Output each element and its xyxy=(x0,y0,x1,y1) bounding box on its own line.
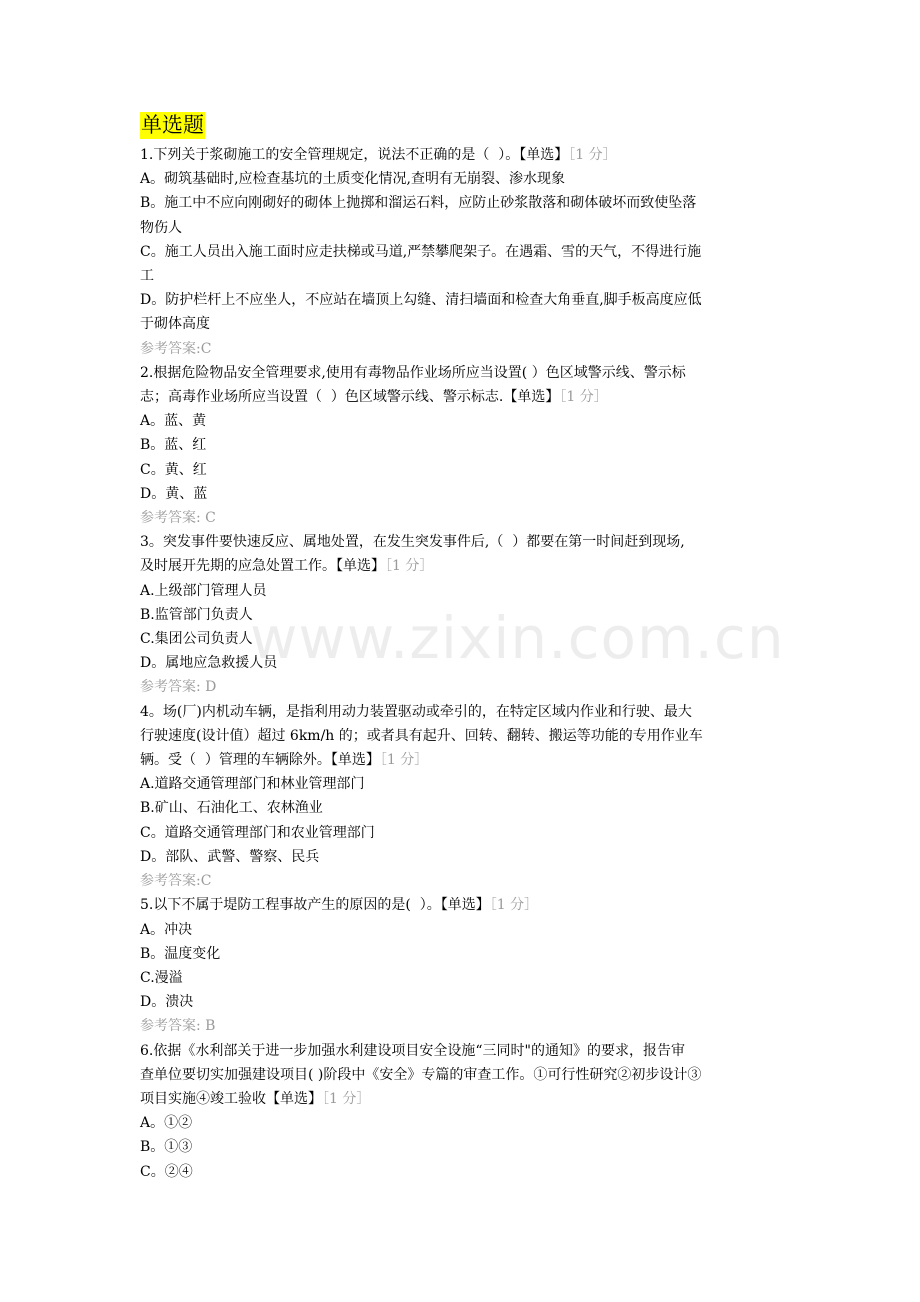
question-stem xyxy=(140,1063,785,1087)
answer-option: C.漫溢 xyxy=(140,969,183,986)
stem-text: 2.根据危险物品安全管理要求,使用有毒物品作业场所应当设置( ）色区域警示线、警示标 xyxy=(140,364,686,381)
answer-option: D。溃决 xyxy=(140,994,194,1011)
document-page xyxy=(140,112,785,1184)
question-score: ［1 分］ xyxy=(379,752,429,769)
answer-option: A.道路交通管理部门和林业管理部门 xyxy=(140,776,365,793)
stem-text: 及时展开先期的应急处置工作。 xyxy=(140,558,336,575)
stem-text: 项目实施④竣工验收 xyxy=(140,1090,266,1107)
answer-option: C。②④ xyxy=(140,1163,193,1180)
question-score: ［1 分］ xyxy=(322,1090,371,1107)
question-stem xyxy=(140,385,785,409)
answer-option: 物伤人 xyxy=(140,219,182,236)
answer-option: B。蓝、红 xyxy=(140,437,207,454)
answer-option: B.矿山、石油化工、农林渔业 xyxy=(140,800,323,817)
question-stem xyxy=(140,1087,785,1111)
answer-option: B。温度变化 xyxy=(140,945,221,962)
answer-option: D。黄、蓝 xyxy=(140,485,208,502)
answer-option: B。施工中不应向刚砌好的砌体上抛掷和溜运石料，应防止砂浆散落和砌体破坏而致使坠落 xyxy=(140,195,697,212)
stem-text: 志；高毒作业场所应当设置（ ）色区域警示线、警示标志. xyxy=(140,389,504,406)
section-title: 单选题 xyxy=(141,113,204,137)
answer-option: A.上级部门管理人员 xyxy=(140,582,267,599)
question-type-tag: 【单选】 xyxy=(330,752,380,769)
answer-option: 于砌体高度 xyxy=(140,316,210,333)
answer-option: A。砌筑基础时,应检查基坑的土质变化情况,查明有无崩裂、渗水现象 xyxy=(140,171,566,188)
question-list xyxy=(140,143,785,1184)
question-stem xyxy=(140,143,785,167)
answer-option: C。道路交通管理部门和农业管理部门 xyxy=(140,824,375,841)
question-score: ［1 分］ xyxy=(489,897,539,914)
question-score: ［1 分］ xyxy=(385,558,434,575)
stem-text: 3。突发事件要快速反应、属地处置，在发生突发事件后,（ ）都要在第一时间赶到现场, xyxy=(140,534,685,551)
answer-option: C。施工人员出入施工面时应走扶梯或马道,严禁攀爬架子。在遇霜、雪的天气，不得进行施 xyxy=(140,243,702,260)
answer-option: D。防护栏杆上不应坐人，不应站在墙顶上勾缝、清扫墙面和检查大角垂直,脚手板高度应低 xyxy=(140,292,702,309)
question-stem xyxy=(140,1039,785,1063)
stem-text: 辆。受（ ）管理的车辆除外。 xyxy=(140,752,331,769)
question-3 xyxy=(140,530,785,699)
question-stem xyxy=(140,748,785,772)
question-1 xyxy=(140,143,785,361)
answer-option: A。冲决 xyxy=(140,921,193,938)
reference-answer: 参考答案: C xyxy=(140,510,216,527)
question-score: ［1 分］ xyxy=(559,389,608,406)
question-score: ［1 分］ xyxy=(568,147,617,163)
question-stem xyxy=(140,554,785,578)
answer-option: A。①② xyxy=(140,1115,193,1132)
question-6 xyxy=(140,1039,785,1184)
question-4 xyxy=(140,700,785,894)
reference-answer: 参考答案:C xyxy=(140,873,212,890)
reference-answer: 参考答案: B xyxy=(140,1018,216,1035)
reference-answer: 参考答案: D xyxy=(140,679,217,696)
question-stem xyxy=(140,700,785,724)
question-type-tag: 【单选】 xyxy=(336,558,385,575)
answer-option: B.监管部门负责人 xyxy=(140,606,253,623)
stem-text: 行驶速度(设计值）超过 6km/h 的；或者具有起升、回转、翻转、搬运等功能的专用作业车 xyxy=(140,727,703,744)
stem-text: 1.下列关于浆砌施工的安全管理规定，说法不正确的是（ ）。 xyxy=(140,147,520,163)
question-type-tag: 【单选】 xyxy=(503,389,560,406)
answer-option: B。①③ xyxy=(140,1139,193,1156)
stem-text: 4。场(厂)内机动车辆，是指利用动力装置驱动或牵引的，在特定区域内作业和行驶、最大 xyxy=(140,703,692,720)
watermark: www.zixin.com.cn xyxy=(250,604,785,672)
question-5 xyxy=(140,893,785,1038)
reference-answer: 参考答案:C xyxy=(140,340,212,357)
answer-option: A。蓝、黄 xyxy=(140,413,207,430)
answer-option: C.集团公司负责人 xyxy=(140,631,253,648)
question-type-tag: 【单选】 xyxy=(440,897,490,914)
answer-option: D。属地应急救援人员 xyxy=(140,655,278,672)
question-stem xyxy=(140,893,785,917)
question-type-tag: 【单选】 xyxy=(266,1090,322,1107)
question-stem xyxy=(140,724,785,748)
question-stem xyxy=(140,530,785,554)
stem-text: 5.以下不属于堤防工程事故产生的原因的是( ）。 xyxy=(140,897,441,914)
stem-text: 查单位要切实加强建设项目( )阶段中《安全》专篇的审查工作。①可行性研究②初步设计③ xyxy=(140,1066,702,1083)
answer-option: D。部队、武警、警察、民兵 xyxy=(140,848,320,865)
stem-text: 6.依据《水利部关于进一步加强水利建设项目安全设施“三同时"的通知》的要求，报告审 xyxy=(140,1042,685,1059)
question-type-tag: 【单选】 xyxy=(519,147,569,163)
question-2 xyxy=(140,361,785,530)
question-stem xyxy=(140,361,785,385)
answer-option: C。黄、红 xyxy=(140,461,207,478)
answer-option: 工 xyxy=(140,268,154,285)
